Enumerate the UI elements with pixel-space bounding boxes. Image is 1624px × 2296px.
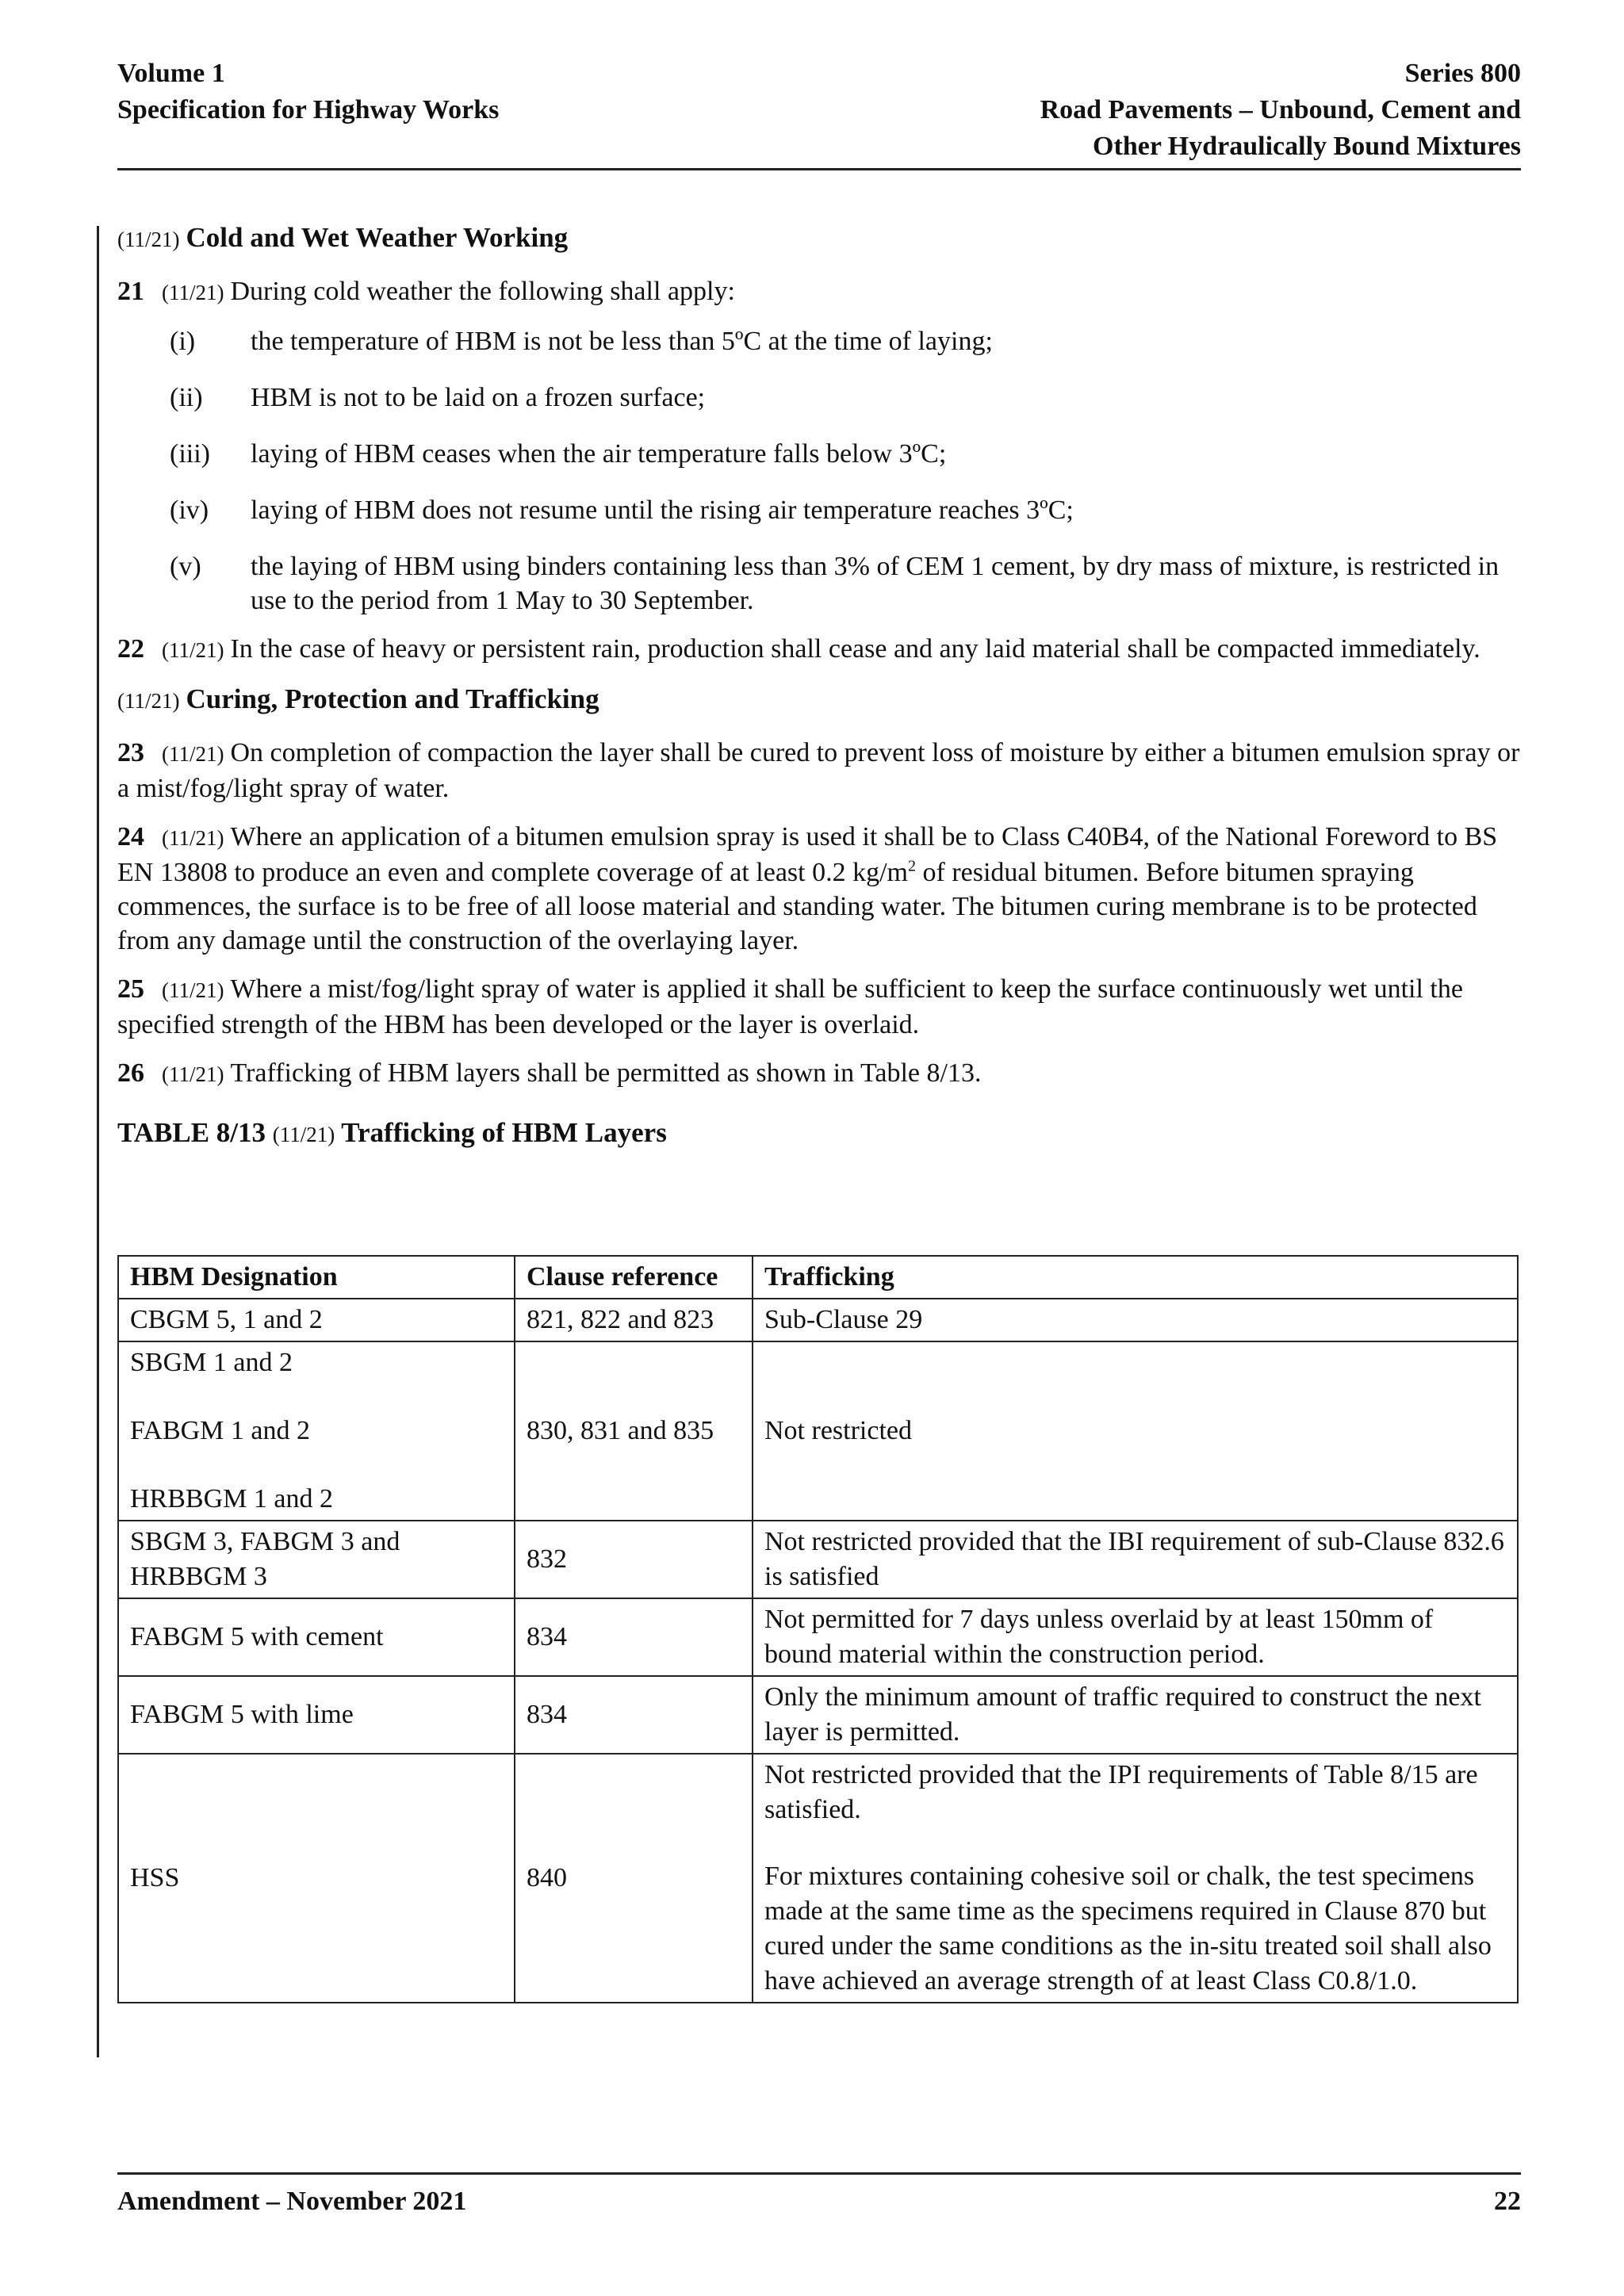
trafficking-text-part-a: Not restricted provided that the IPI requirements of Table 8/15 are satisfied. [764, 1760, 1478, 1824]
cell-clause: 840 [515, 1754, 753, 2003]
list-item-text: laying of HBM ceases when the air temperature falls below 3ºC; [251, 439, 947, 469]
series-title-line2: Other Hydraulically Bound Mixtures [1093, 132, 1521, 161]
list-item-text: the temperature of HBM is not be less than 5ºC at the time of laying; [251, 327, 993, 356]
designation-line: HRBBGM 1 and 2 [130, 1484, 333, 1513]
cell-trafficking: Not permitted for 7 days unless overlaid by at least 150mm of bound material within the construction period. [753, 1598, 1518, 1676]
table-row [118, 1676, 1518, 1754]
paragraph-number: 23 [117, 738, 144, 767]
amendment-tag: (11/21) [162, 826, 224, 850]
section-title: Curing, Protection and Trafficking [186, 683, 599, 714]
paragraph-number: 26 [117, 1058, 144, 1088]
paragraph-23 [117, 736, 1522, 806]
list-item-text: the laying of HBM using binders containing less than 3% of CEM 1 cement, by dry mass of mixture, is restricted in use to the period from 1 May to 30 September. [251, 552, 1500, 615]
paragraph-gap [764, 1827, 1506, 1859]
amendment-tag: (11/21) [117, 689, 180, 713]
cell-trafficking: Sub-Clause 29 [753, 1299, 1518, 1341]
cell-trafficking: Not restricted provided that the IBI requirement of sub-Clause 832.6 is satisfied [753, 1521, 1518, 1598]
cell-clause: 821, 822 and 823 [515, 1299, 753, 1341]
series-label: Series 800 [1404, 59, 1521, 88]
list-item-number: (ii) [170, 383, 203, 412]
designation-line: FABGM 1 and 2 [130, 1416, 310, 1445]
series-title-line1: Road Pavements – Unbound, Cement and [1040, 95, 1521, 124]
column-header-designation: HBM Designation [118, 1256, 515, 1299]
trafficking-text-part-b: For mixtures containing cohesive soil or chalk, the test specimens made at the same time as the specimens required in Clause 870 but cured under the same conditions as the in-situ treated soil shall also have achieved an average strength of at least Class C0.8/1.0. [764, 1862, 1492, 1996]
header-left [117, 55, 499, 128]
list-item-number: (iv) [170, 496, 209, 525]
amendment-tag: (11/21) [162, 742, 224, 766]
paragraph-number: 21 [117, 277, 144, 306]
section-heading-cold-wet [117, 220, 1522, 257]
table-caption [117, 1115, 1522, 1152]
table-row [118, 1299, 1518, 1341]
cell-clause: 830, 831 and 835 [515, 1341, 753, 1521]
section-heading-curing [117, 682, 1522, 718]
amendment-tag: (11/21) [162, 281, 224, 304]
cell-clause: 834 [515, 1676, 753, 1754]
section-title: Cold and Wet Weather Working [186, 222, 569, 253]
column-header-trafficking: Trafficking [753, 1256, 1518, 1299]
table-row [118, 1521, 1518, 1598]
paragraph-26 [117, 1056, 1522, 1092]
paragraph-number: 25 [117, 974, 144, 1004]
page-number: 22 [1494, 2187, 1521, 2216]
cell-designation: FABGM 5 with cement [118, 1598, 515, 1676]
list-item [117, 324, 1522, 358]
list-item [117, 437, 1522, 471]
header-right [1040, 55, 1521, 165]
cell-trafficking: Not restricted [753, 1341, 1518, 1521]
footer-rule [117, 2172, 1521, 2175]
cell-designation: CBGM 5, 1 and 2 [118, 1299, 515, 1341]
paragraph-22 [117, 632, 1522, 668]
cell-designation [118, 1341, 515, 1521]
cell-clause: 834 [515, 1598, 753, 1676]
list-item [117, 549, 1522, 618]
paragraph-text: In the case of heavy or persistent rain, production shall cease and any laid material shall be compacted immediately. [230, 634, 1480, 664]
paragraph-text: During cold weather the following shall apply: [230, 277, 735, 306]
amendment-tag: (11/21) [272, 1123, 335, 1146]
amendment-tag: (11/21) [162, 638, 224, 662]
table-label: TABLE 8/13 [117, 1117, 266, 1148]
paragraph-text: Trafficking of HBM layers shall be permitted as shown in Table 8/13. [230, 1058, 982, 1088]
cell-designation: SBGM 3, FABGM 3 and HRBBGM 3 [118, 1521, 515, 1598]
amendment-date: Amendment – November 2021 [117, 2187, 467, 2216]
paragraph-text-part-a: Where an application of a bitumen emulsion spray is used it shall be to Class C40B4, of the National Foreword to BS EN 13808 to produce an even and complete coverage of at least 0.2 kg/m [117, 822, 1498, 887]
list-item-text: laying of HBM does not resume until the rising air temperature reaches 3ºC; [251, 496, 1074, 525]
cell-clause: 832 [515, 1521, 753, 1598]
paragraph-24 [117, 820, 1522, 958]
list-item-text: HBM is not to be laid on a frozen surface; [251, 383, 706, 412]
cell-designation: FABGM 5 with lime [118, 1676, 515, 1754]
list-item [117, 381, 1522, 415]
cell-trafficking [753, 1754, 1518, 2003]
cell-designation: HSS [118, 1754, 515, 2003]
list-item-number: (i) [170, 327, 196, 356]
cold-weather-list [117, 324, 1522, 618]
table-row [118, 1341, 1518, 1521]
paragraph-number: 22 [117, 634, 144, 664]
table-row [118, 1754, 1518, 2003]
amendment-tag: (11/21) [162, 978, 224, 1002]
list-item-number: (v) [170, 552, 201, 581]
list-item-number: (iii) [170, 439, 210, 469]
list-item [117, 493, 1522, 527]
table-header-row [118, 1256, 1518, 1299]
revision-bar [97, 226, 99, 2057]
table-title: Trafficking of HBM Layers [341, 1117, 667, 1148]
superscript: 2 [908, 857, 916, 875]
cell-trafficking: Only the minimum amount of traffic required to construct the next layer is permitted. [753, 1676, 1518, 1754]
amendment-tag: (11/21) [162, 1062, 224, 1086]
amendment-tag: (11/21) [117, 228, 180, 251]
volume-label: Volume 1 [117, 59, 225, 88]
column-header-clause: Clause reference [515, 1256, 753, 1299]
paragraph-text: On completion of compaction the layer shall be cured to prevent loss of moisture by either a bitumen emulsion spray or a mist/fog/light spray of water. [117, 738, 1520, 803]
designation-line: SBGM 1 and 2 [130, 1348, 293, 1377]
paragraph-text-part-b: of residual bitumen. Before bitumen spraying commences, the surface is to be free of all loose material and standing water. The bitumen curing membrane is to be protected from any damage until the construction of the overlaying layer. [117, 858, 1477, 955]
body-content [117, 220, 1522, 1200]
header-rule [117, 168, 1521, 170]
paragraph-25 [117, 972, 1522, 1042]
paragraph-number: 24 [117, 822, 144, 851]
document-title: Specification for Highway Works [117, 95, 500, 124]
paragraph-text: Where a mist/fog/light spray of water is applied it shall be sufficient to keep the surface continuously wet until the specified strength of the HBM has been developed or the layer is overlaid. [117, 974, 1463, 1039]
table-row [118, 1598, 1518, 1676]
paragraph-21 [117, 274, 1522, 310]
trafficking-table [117, 1255, 1519, 2003]
